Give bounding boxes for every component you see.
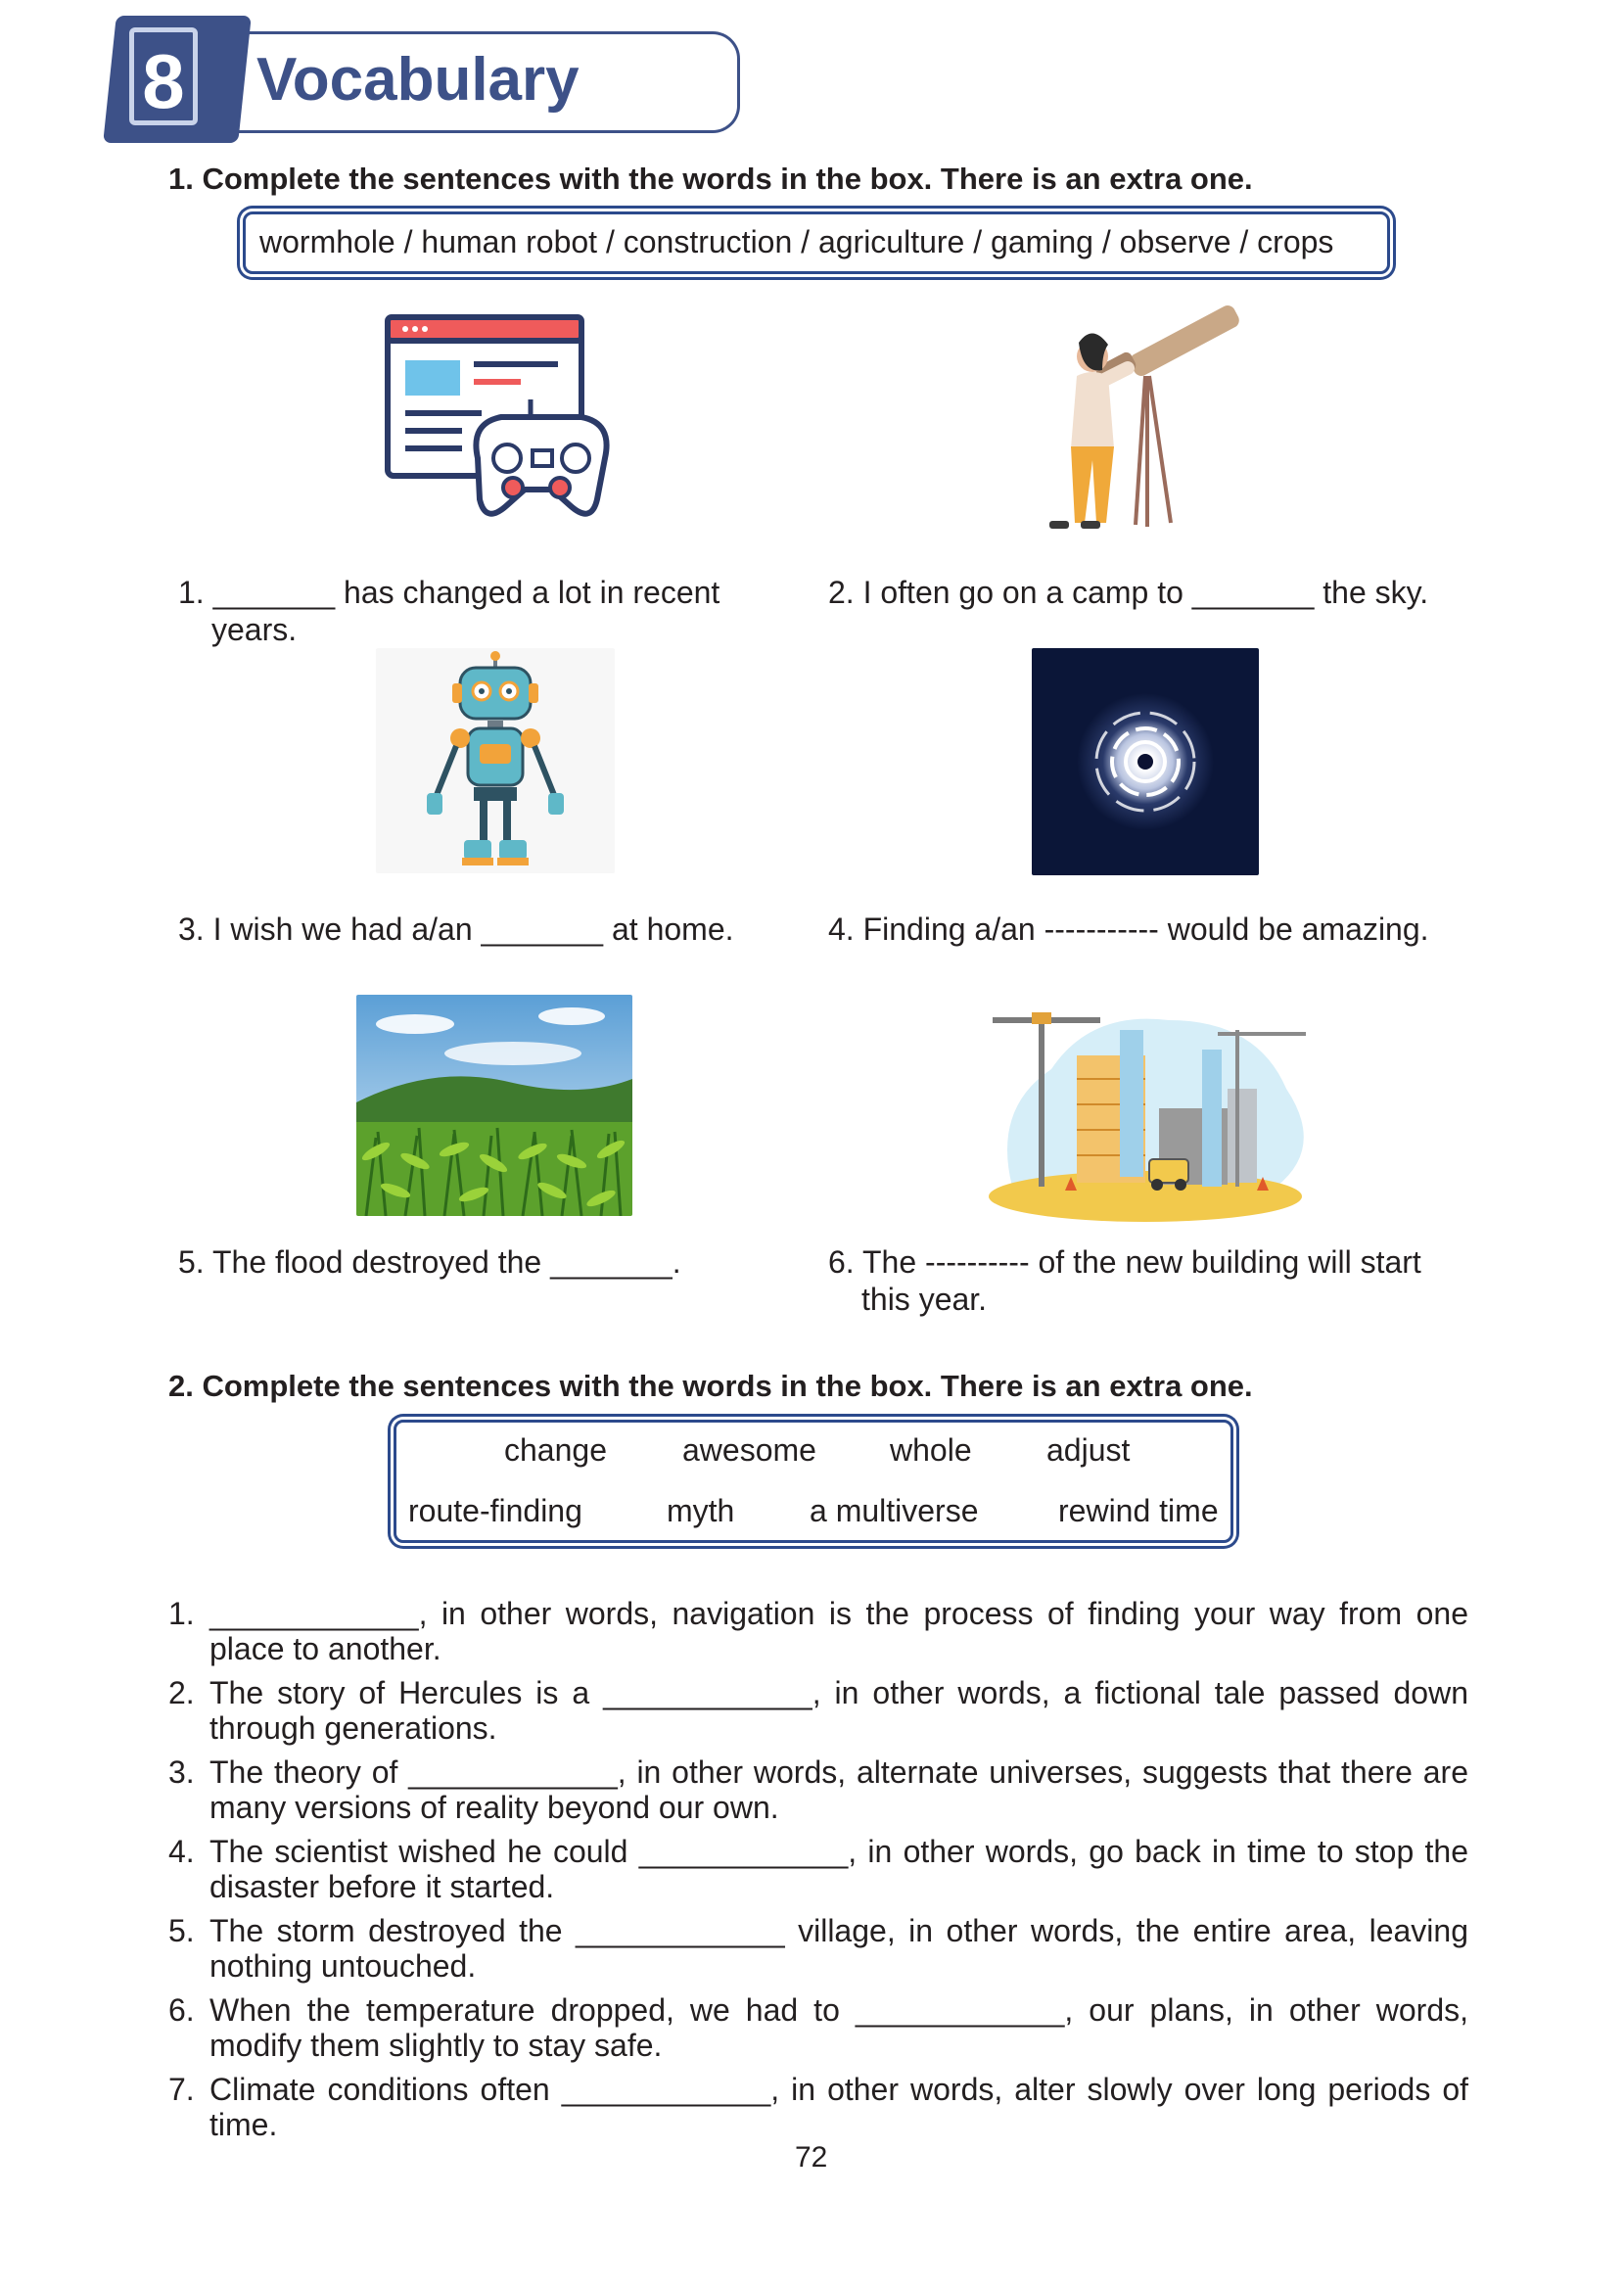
ex2-sentence-1-number: 1. [168, 1596, 195, 1631]
construction-illustration [983, 991, 1312, 1226]
ex2-sentence-2 [168, 1675, 1468, 1750]
ex2-sentence-1-text: ____________, in other words, navigation is the process of finding your way from one place to another. [209, 1596, 1468, 1666]
telescope-illustration [1038, 300, 1253, 535]
exercise2-instruction: 2. Complete the sentences with the words in the box. There is an extra one. [168, 1369, 1253, 1403]
ex2-sentence-6-text: When the temperature dropped, we had to ____________, our plans, in other words, modify them slightly to stay safe. [209, 1992, 1468, 2063]
word-rewind-time: rewind time [1058, 1493, 1219, 1528]
word-route-finding: route-finding [408, 1493, 582, 1528]
crops-illustration [356, 995, 632, 1216]
ex2-sentence-6 [168, 1992, 1468, 2067]
exercise1-word-box [243, 211, 1390, 274]
word-whole: whole [890, 1432, 972, 1468]
ex1-sentence-3: 3. I wish we had a/an _______ at home. [178, 912, 734, 947]
ex2-sentence-7-number: 7. [168, 2072, 195, 2107]
unit-number: 8 [129, 27, 198, 125]
ex1-sentence-1-line1: 1. _______ has changed a lot in recent [178, 575, 720, 610]
wormhole-illustration [1032, 648, 1259, 875]
ex2-sentence-7 [168, 2072, 1468, 2146]
ex2-sentence-4-number: 4. [168, 1834, 195, 1869]
ex1-sentence-6-line1: 6. The ---------- of the new building will start [828, 1244, 1421, 1280]
robot-illustration [376, 648, 615, 873]
ex2-sentence-5-text: The storm destroyed the ____________ village, in other words, the entire area, leaving nothing untouched. [209, 1913, 1468, 1984]
ex1-sentence-5: 5. The flood destroyed the _______. [178, 1244, 681, 1280]
ex2-sentence-1 [168, 1596, 1468, 1670]
exercise1-instruction: 1. Complete the sentences with the words in the box. There is an extra one. [168, 162, 1253, 196]
ex2-sentence-2-number: 2. [168, 1675, 195, 1710]
ex2-sentence-3 [168, 1754, 1468, 1829]
ex2-sentence-7-text: Climate conditions often ____________, in other words, alter slowly over long periods of time. [209, 2072, 1468, 2142]
ex2-sentence-4 [168, 1834, 1468, 1908]
exercise1-word-list: wormhole / human robot / construction / agriculture / gaming / observe / crops [259, 224, 1334, 259]
ex2-sentence-4-text: The scientist wished he could ____________, in other words, go back in time to stop the disaster before it started. [209, 1834, 1468, 1904]
page-title: Vocabulary [256, 46, 580, 114]
ex2-sentence-3-number: 3. [168, 1754, 195, 1790]
ex1-sentence-4: 4. Finding a/an ----------- would be amazing. [828, 912, 1429, 947]
ex1-sentence-2: 2. I often go on a camp to _______ the sky. [828, 575, 1429, 610]
word-myth: myth [667, 1493, 735, 1528]
ex1-sentence-1 [178, 574, 719, 648]
ex2-sentence-3-text: The theory of ____________, in other words, alternate universes, suggests that there are many versions of reality beyond our own. [209, 1754, 1468, 1825]
ex2-sentence-6-number: 6. [168, 1992, 195, 2028]
word-awesome: awesome [682, 1432, 816, 1468]
page-number: 72 [795, 2141, 828, 2174]
ex2-sentence-2-text: The story of Hercules is a ____________, in other words, a fictional tale passed down through generations. [209, 1675, 1468, 1746]
ex2-sentence-5 [168, 1913, 1468, 1987]
word-multiverse: a multiverse [810, 1493, 979, 1528]
word-adjust: adjust [1046, 1432, 1131, 1468]
exercise2-word-box [394, 1420, 1233, 1543]
gaming-illustration [384, 311, 625, 529]
ex1-sentence-1-line2: years. [211, 612, 298, 647]
word-change: change [504, 1432, 607, 1468]
ex1-sentence-6-line2: this year. [861, 1282, 988, 1317]
ex2-sentence-5-number: 5. [168, 1913, 195, 1948]
ex1-sentence-6 [828, 1243, 1421, 1318]
